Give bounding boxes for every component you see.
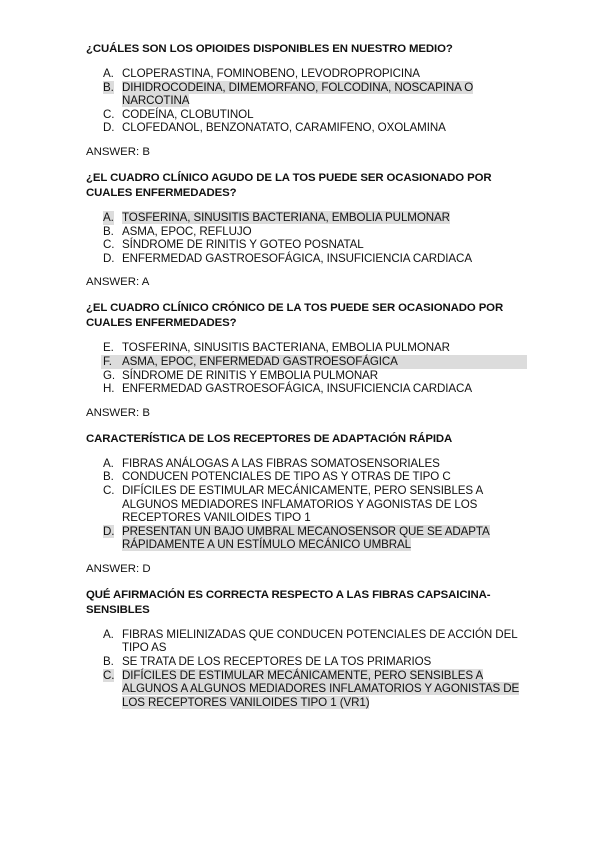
option-a	[86, 67, 526, 81]
option-letter: A.	[103, 67, 114, 80]
question-2	[86, 171, 526, 289]
option-text: ENFERMEDAD GASTROESOFÁGICA, INSUFICIENCIA CARDIACA	[122, 251, 472, 265]
option-text: CONDUCEN POTENCIALES DE TIPO AS Y OTRAS DE TIPO C	[122, 470, 451, 484]
option-list	[86, 628, 526, 710]
option-text: TOSFERINA, SINUSITIS BACTERIANA, EMBOLIA PULMONAR	[122, 210, 450, 224]
option-e	[86, 341, 526, 355]
option-b	[86, 655, 526, 669]
option-text: CLOFEDANOL, BENZONATATO, CARAMIFENO, OXOLAMINA	[122, 121, 446, 135]
option-a	[86, 628, 526, 655]
answer-line: ANSWER: B	[86, 145, 150, 158]
option-a	[86, 457, 526, 471]
option-letter: C.	[103, 238, 115, 252]
document-page	[86, 42, 526, 709]
question-title: ¿EL CUADRO CLÍNICO AGUDO DE LA TOS PUEDE SER OCASIONADO POR CUALES ENFERMEDADES?	[86, 171, 492, 199]
option-text: DIFÍCILES DE ESTIMULAR MECÁNICAMENTE, PERO SENSIBLES A ALGUNOS A ALGUNOS MEDIADORES INFLAMATORIOS Y AGONISTAS DE LOS RECEPTORES VANILOIDES TIPO 1 (VR1)	[122, 668, 520, 709]
option-letter: D.	[103, 121, 115, 135]
option-c	[86, 484, 526, 525]
option-text: FIBRAS MIELINIZADAS QUE CONDUCEN POTENCIALES DE ACCIÓN DEL TIPO AS	[122, 627, 518, 655]
option-text: DIFÍCILES DE ESTIMULAR MECÁNICAMENTE, PERO SENSIBLES A ALGUNOS MEDIADORES INFLAMATORIOS Y AGONISTAS DE LOS RECEPTORES VANILOIDES TIPO 1	[122, 483, 483, 525]
question-5	[86, 588, 526, 710]
option-b	[86, 470, 526, 484]
option-c	[86, 238, 526, 252]
option-b-highlighted	[86, 81, 526, 108]
option-letter: F.	[103, 354, 112, 368]
option-text: ASMA, EPOC, ENFERMEDAD GASTROESOFÁGICA	[122, 354, 398, 368]
option-text: ASMA, EPOC, REFLUJO	[122, 224, 252, 238]
option-letter: C.	[103, 668, 115, 682]
option-text: SÍNDROME DE RINITIS Y GOTEO POSNATAL	[122, 238, 364, 252]
option-text: FIBRAS ANÁLOGAS A LAS FIBRAS SOMATOSENSORIALES	[122, 456, 440, 470]
answer-line: ANSWER: B	[86, 406, 150, 419]
option-text: PRESENTAN UN BAJO UMBRAL MECANOSENSOR QUE SE ADAPTA RÁPIDAMENTE A UN ESTÍMULO MECÁNICO UMBRAL	[122, 524, 490, 552]
question-4	[86, 432, 526, 576]
option-d	[86, 252, 526, 266]
option-letter: C.	[103, 483, 115, 497]
option-a-highlighted	[86, 211, 526, 225]
option-text: SÍNDROME DE RINITIS Y EMBOLIA PULMONAR	[122, 368, 379, 382]
option-letter: E.	[103, 341, 114, 355]
option-letter: B.	[103, 470, 114, 484]
option-list	[86, 211, 526, 265]
option-letter: B.	[103, 655, 114, 669]
option-text: ENFERMEDAD GASTROESOFÁGICA, INSUFICIENCIA CARDIACA	[122, 382, 472, 396]
question-title: ¿EL CUADRO CLÍNICO CRÓNICO DE LA TOS PUEDE SER OCASIONADO POR CUALES ENFERMEDADES?	[86, 302, 504, 330]
option-h	[86, 382, 526, 396]
question-3	[86, 301, 526, 419]
option-letter: A.	[103, 627, 114, 641]
question-title: ¿CUÁLES SON LOS OPIOIDES DISPONIBLES EN NUESTRO MEDIO?	[86, 43, 453, 55]
option-letter: D.	[103, 251, 115, 265]
option-text: SE TRATA DE LOS RECEPTORES DE LA TOS PRIMARIOS	[122, 655, 432, 669]
option-list	[86, 67, 526, 135]
option-letter: C.	[103, 107, 115, 121]
option-list	[86, 341, 526, 395]
answer-line: ANSWER: A	[86, 276, 150, 289]
option-list	[86, 457, 526, 552]
option-f-highlighted	[101, 355, 527, 369]
option-letter: B.	[103, 224, 114, 238]
option-letter: G.	[103, 368, 116, 382]
option-g	[86, 369, 526, 383]
option-letter: B.	[103, 80, 114, 94]
option-text: CLOPERASTINA, FOMINOBENO, LEVODROPROPICINA	[122, 67, 420, 80]
option-letter: H.	[103, 382, 115, 396]
question-1	[86, 42, 526, 159]
option-letter: A.	[103, 210, 114, 224]
option-text: TOSFERINA, SINUSITIS BACTERIANA, EMBOLIA PULMONAR	[122, 341, 450, 355]
option-d-highlighted	[86, 525, 526, 552]
question-title: QUÉ AFIRMACIÓN ES CORRECTA RESPECTO A LAS FIBRAS CAPSAICINA-SENSIBLES	[86, 588, 491, 616]
option-text: CODEÍNA, CLOBUTINOL	[122, 107, 254, 121]
option-c-highlighted	[86, 669, 526, 710]
option-letter: D.	[103, 524, 115, 538]
option-b	[86, 225, 526, 239]
option-text: DIHIDROCODEINA, DIMEMORFANO, FOLCODINA, NOSCAPINA O NARCOTINA	[122, 80, 474, 108]
option-d	[86, 121, 526, 135]
option-letter: A.	[103, 456, 114, 470]
answer-line: ANSWER: D	[86, 562, 151, 575]
option-c	[86, 108, 526, 122]
question-title: CARACTERÍSTICA DE LOS RECEPTORES DE ADAPTACIÓN RÁPIDA	[86, 432, 453, 445]
